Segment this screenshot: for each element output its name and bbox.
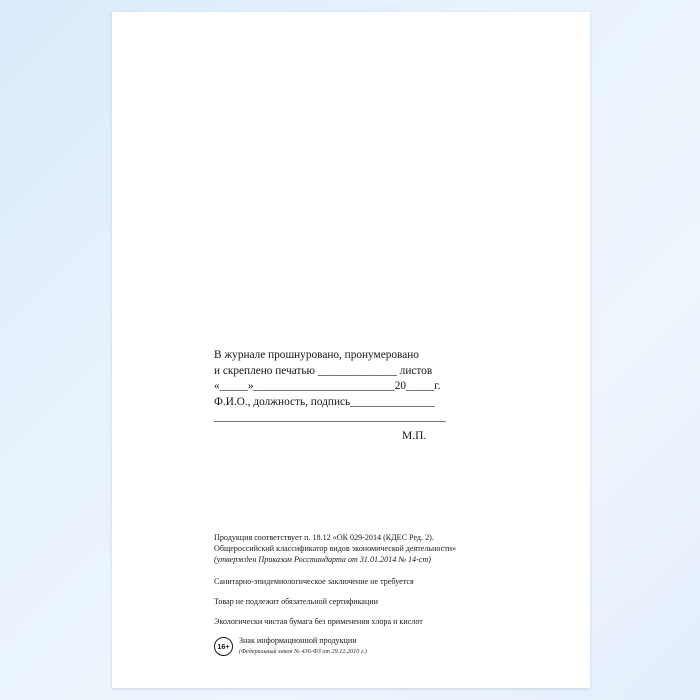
certification-note: Товар не подлежит обязательной сертификации: [214, 596, 379, 606]
paper-note: Экологически чистая бумага без применения хлора и кислот: [214, 617, 423, 627]
info-mark-title: Знак информационной продукции: [239, 636, 357, 646]
certification-line-5: _________________________________________: [214, 411, 446, 423]
footer-notes: [214, 532, 534, 657]
stamp-place-label: М.П.: [402, 430, 427, 442]
info-mark-law: (Федеральный закон № 436-ФЗ от 29.12.2010 г.): [239, 648, 367, 656]
product-compliance-line-1: Продукция соответствует п. 18.12 «ОК 029-2014 (КДЕС Ред. 2).: [214, 533, 434, 542]
certification-line-1: В журнале прошнуровано, пронумеровано: [214, 349, 419, 361]
product-compliance-note: [214, 532, 534, 566]
certification-block: [214, 348, 514, 426]
product-compliance-line-3-text: (утвержден Приказом Росстандарта от 31.01.2014 № 14-ст): [214, 555, 431, 565]
product-compliance-line-2: Общероссийский классификатор видов экономической деятельности»: [214, 544, 457, 554]
info-mark-text: [239, 636, 367, 657]
certification-line-3: «_____»_________________________20_____г.: [214, 380, 441, 392]
sanitary-note: Санитарно-эпидемиологическое заключение не требуется: [214, 576, 414, 586]
age-rating-badge: 16+: [214, 637, 233, 656]
product-compliance-line-3: [214, 554, 534, 565]
certification-line-4: Ф.И.О., должность, подпись_______________: [214, 395, 435, 408]
document-page: [112, 12, 590, 688]
info-product-mark: [214, 636, 534, 657]
certification-line-2: и скреплено печатью ______________ листов: [214, 364, 433, 377]
